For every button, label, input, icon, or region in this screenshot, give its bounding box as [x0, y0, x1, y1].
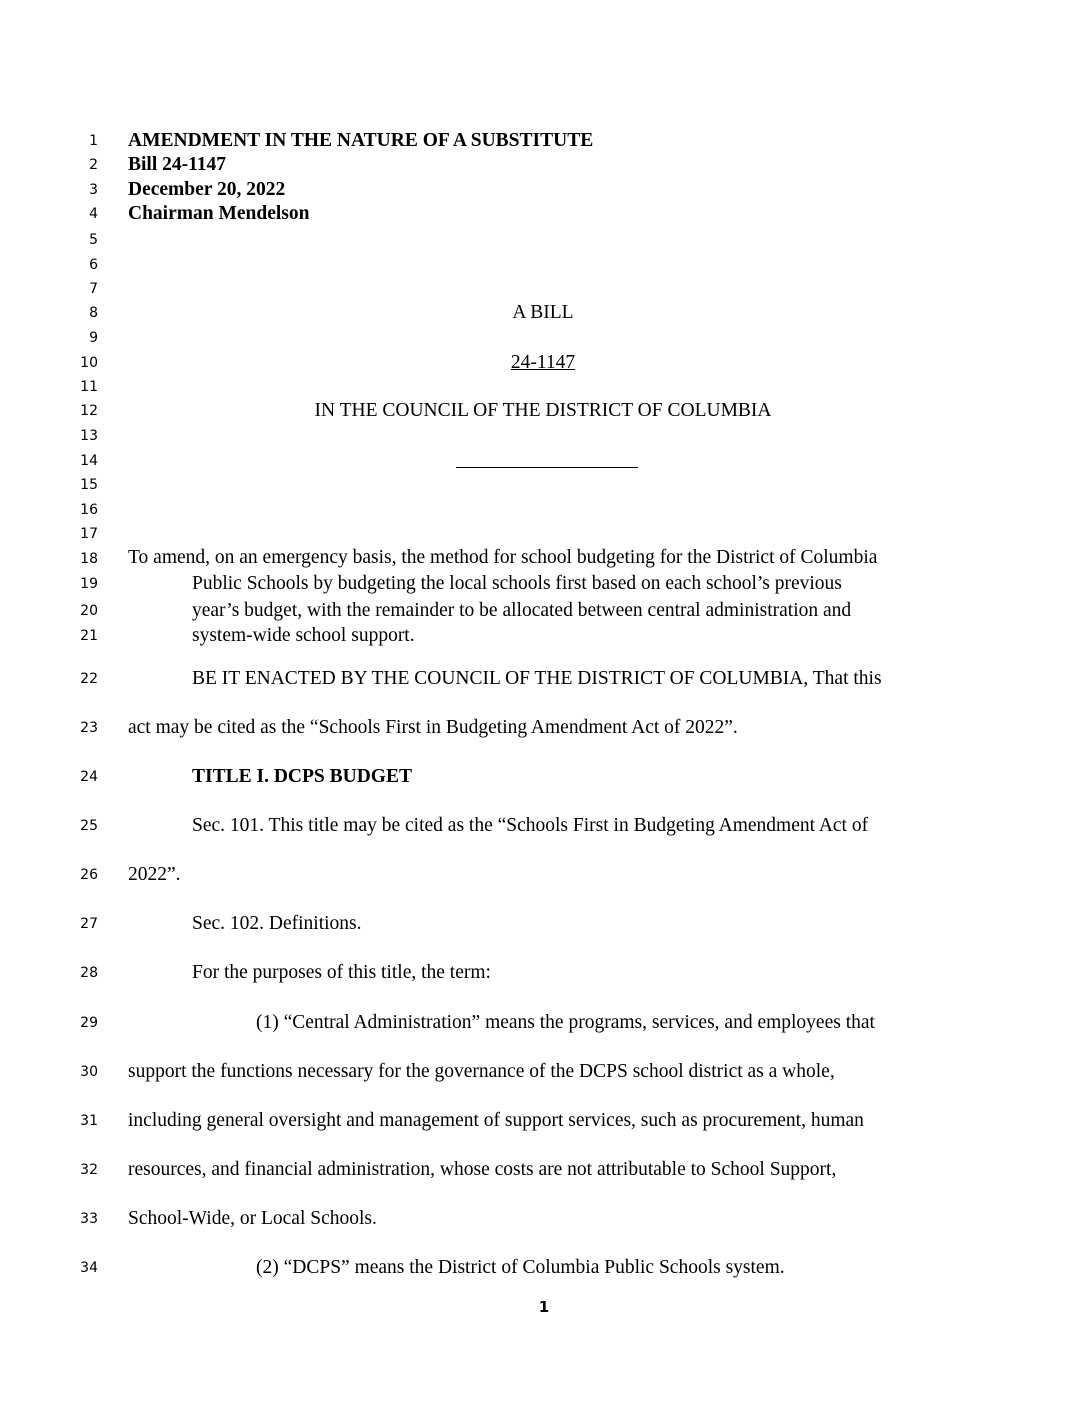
purpose-line: Public Schools by budgeting the local schools first based on each school’s previous [192, 573, 842, 594]
line-number: 13 [80, 428, 98, 444]
section-101: 2022”. [128, 864, 181, 885]
line-number: 11 [80, 379, 98, 395]
definition-line: resources, and financial administration, whose costs are not attributable to School Support, [128, 1159, 837, 1180]
purpose-line: system-wide school support. [192, 625, 415, 646]
line-number: 29 [80, 1015, 98, 1031]
bill-label: Bill 24-1147 [128, 154, 227, 175]
document-date: December 20, 2022 [128, 179, 286, 200]
line-number: 31 [80, 1113, 98, 1129]
enacting-clause: BE IT ENACTED BY THE COUNCIL OF THE DISTRICT OF COLUMBIA, That this [192, 668, 882, 689]
line-number: 23 [80, 720, 98, 736]
line-number: 4 [89, 206, 98, 222]
line-number: 8 [89, 305, 98, 321]
author: Chairman Mendelson [128, 203, 310, 224]
line-number: 2 [89, 157, 98, 173]
line-number: 14 [80, 453, 98, 469]
section-102-heading: Sec. 102. Definitions. [192, 913, 362, 934]
line-number: 1 [89, 133, 98, 149]
line-number: 5 [89, 232, 98, 248]
line-number: 34 [80, 1260, 98, 1276]
line-number: 6 [89, 257, 98, 273]
council-heading: IN THE COUNCIL OF THE DISTRICT OF COLUMBIA [314, 400, 772, 421]
definition-line: School-Wide, or Local Schools. [128, 1208, 377, 1229]
page-number: 1 [538, 1298, 550, 1316]
line-number: 32 [80, 1162, 98, 1178]
line-number: 22 [80, 671, 98, 687]
line-number: 9 [89, 330, 98, 346]
signature-rule [456, 467, 638, 468]
bill-number-text: 24-1147 [510, 352, 576, 373]
enacting-clause: act may be cited as the “Schools First in Budgeting Amendment Act of 2022”. [128, 717, 738, 738]
line-number: 17 [80, 526, 98, 542]
line-number: 33 [80, 1211, 98, 1227]
line-number: 26 [80, 867, 98, 883]
line-number: 15 [80, 477, 98, 493]
line-number: 24 [80, 769, 98, 785]
a-bill-heading: A BILL [512, 302, 574, 323]
section-101: Sec. 101. This title may be cited as the “Schools First in Budgeting Amendment Act of [192, 815, 869, 836]
title-heading: TITLE I. DCPS BUDGET [192, 766, 412, 787]
purpose-line: year’s budget, with the remainder to be allocated between central administration and [192, 600, 852, 621]
definition-line: including general oversight and management of support services, such as procurement, human [128, 1110, 864, 1131]
line-number: 19 [80, 576, 98, 592]
line-number: 12 [80, 403, 98, 419]
line-number: 30 [80, 1064, 98, 1080]
definition-line: (1) “Central Administration” means the programs, services, and employees that [256, 1012, 875, 1033]
line-number: 28 [80, 965, 98, 981]
line-number: 25 [80, 818, 98, 834]
definitions-intro: For the purposes of this title, the term: [192, 962, 491, 983]
bill-number [128, 351, 958, 375]
line-number: 7 [89, 281, 98, 297]
line-number: 21 [80, 628, 98, 644]
document-title: AMENDMENT IN THE NATURE OF A SUBSTITUTE [128, 130, 594, 151]
definition-line: support the functions necessary for the governance of the DCPS school district as a whole, [128, 1061, 835, 1082]
definition-line: (2) “DCPS” means the District of Columbia Public Schools system. [256, 1257, 785, 1278]
line-number: 3 [89, 182, 98, 198]
line-number: 16 [80, 502, 98, 518]
line-number: 20 [80, 603, 98, 619]
line-number: 18 [80, 551, 98, 567]
line-number: 27 [80, 916, 98, 932]
line-number: 10 [80, 355, 98, 371]
purpose-line: To amend, on an emergency basis, the method for school budgeting for the District of Columbia [128, 547, 878, 568]
